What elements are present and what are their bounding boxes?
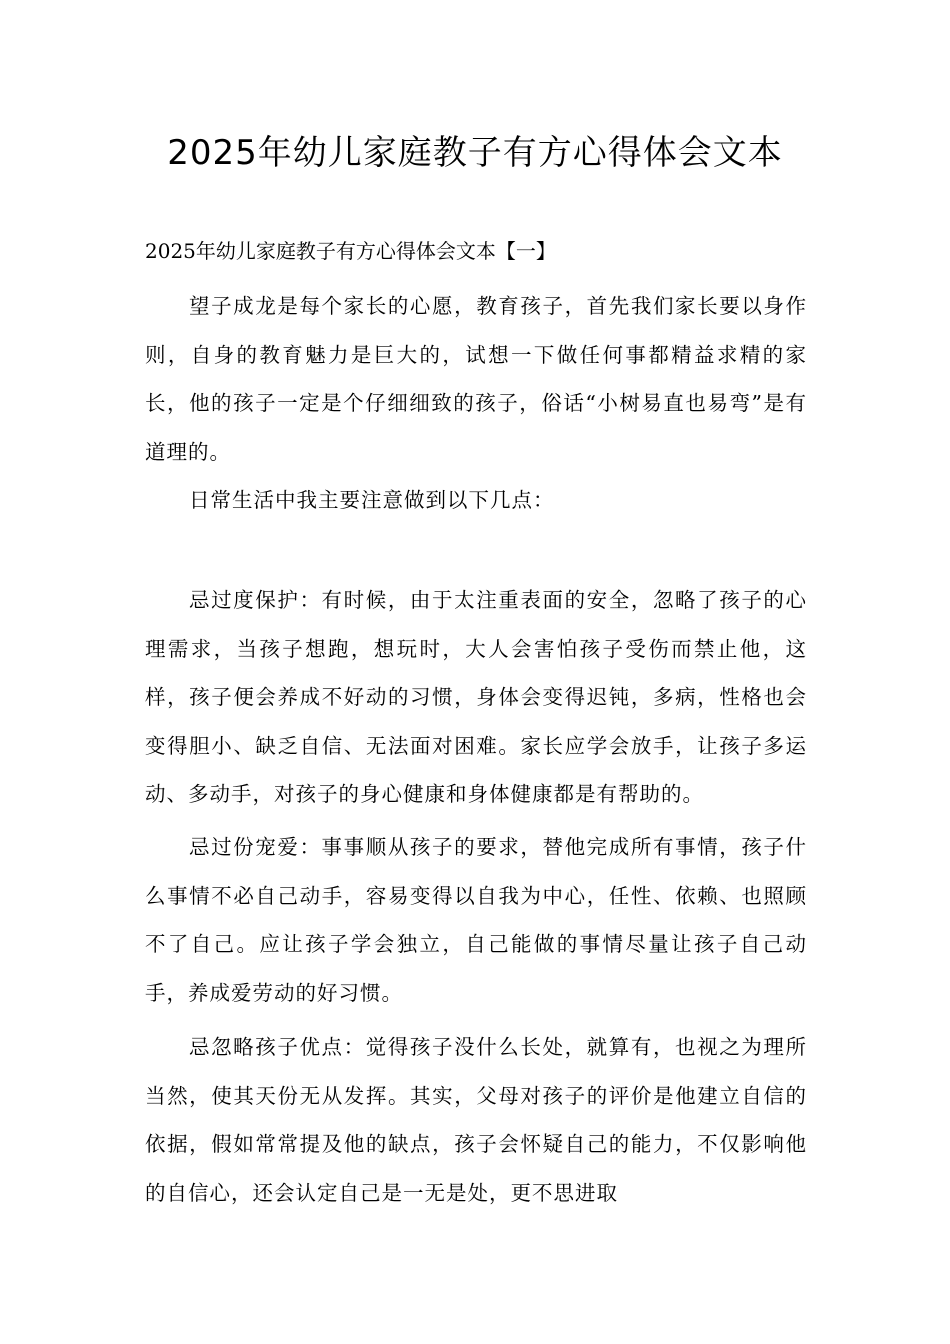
section-heading: 2025年幼儿家庭教子有方心得体会文本【一】	[145, 239, 556, 263]
paragraph-ignoring-strengths: 忌忽略孩子优点：觉得孩子没什么长处，就算有，也视之为理所当然，使其天份无从发挥。其实，父母对孩子的评价是他建立自信的依据，假如常常提及他的缺点，孩子会怀疑自己的能力，不仅影响他的自信心，还会认定自己是一无是处，更不思进取	[145, 1035, 807, 1205]
paragraph-overprotection: 忌过度保护：有时候，由于太注重表面的安全，忽略了孩子的心理需求，当孩子想跑，想玩时，大人会害怕孩子受伤而禁止他，这样，孩子便会养成不好动的习惯，身体会变得迟钝，多病，性格也会变得胆小、缺乏自信、无法面对困难。家长应学会放手，让孩子多运动、多动手，对孩子的身心健康和身体健康都是有帮助的。	[145, 588, 807, 806]
paragraph-overindulgence: 忌过份宠爱：事事顺从孩子的要求，替他完成所有事情，孩子什么事情不必自己动手，容易变得以自我为中心，任性、依赖、也照顾不了自己。应让孩子学会独立，自己能做的事情尽量让孩子自己动手，养成爱劳动的好习惯。	[145, 835, 807, 1005]
document-title: 2025年幼儿家庭教子有方心得体会文本	[167, 133, 783, 173]
paragraph-intro: 望子成龙是每个家长的心愿，教育孩子，首先我们家长要以身作则，自身的教育魅力是巨大的，试想一下做任何事都精益求精的家长，他的孩子一定是个仔细细致的孩子，俗话“小树易直也易弯”是有道理的。	[145, 294, 807, 464]
paragraph-points-lead: 日常生活中我主要注意做到以下几点：	[189, 488, 555, 512]
